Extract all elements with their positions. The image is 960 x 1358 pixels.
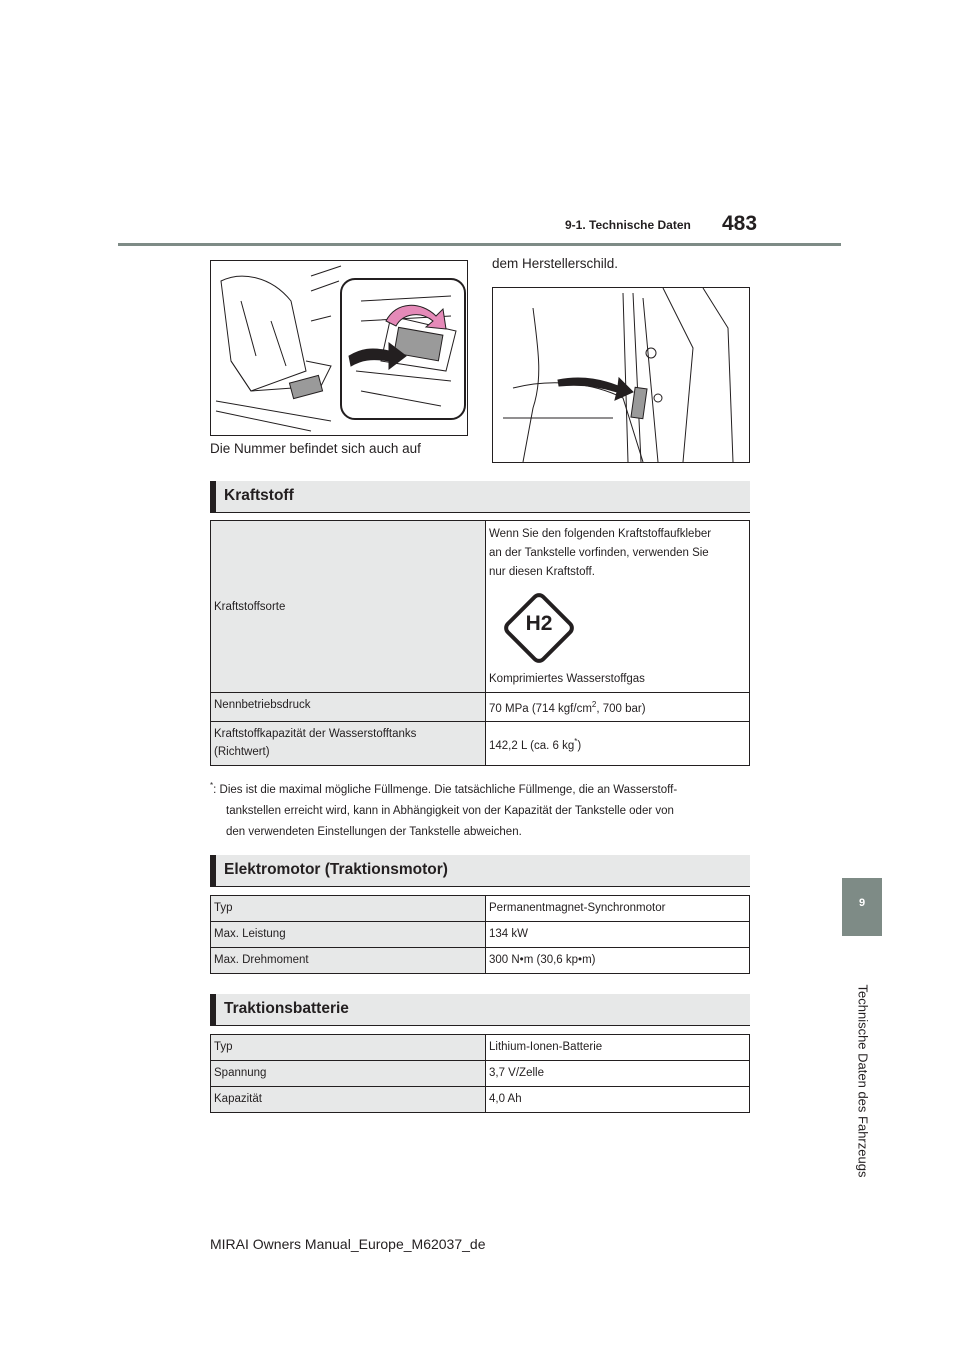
motor-table: [210, 895, 750, 974]
pressure-value: 70 MPa (714 kgf/cm: [489, 702, 592, 715]
footnote-line: : Dies ist die maximal mögliche Füllmenge. Die tatsächliche Füllmenge, die an Wasserstoff-: [213, 783, 678, 796]
table-row: [211, 521, 750, 693]
table-row: [211, 1035, 750, 1061]
footer-text: MIRAI Owners Manual_Europe_M62037_de: [210, 1236, 486, 1252]
h2-text: H2: [525, 612, 553, 635]
table-key: Kraftstoffsorte: [211, 521, 486, 693]
caption-left: Die Nummer befindet sich auch auf: [210, 441, 421, 456]
section-title: Elektromotor (Traktionsmotor): [224, 861, 448, 878]
table-key: Max. Leistung: [211, 922, 486, 948]
table-value: Lithium-Ionen-Batterie: [486, 1035, 750, 1061]
section-header-motor: [210, 855, 750, 887]
fuel-note-line: Wenn Sie den folgenden Kraftstoffaufkleber: [489, 528, 712, 540]
section-bar: [210, 855, 216, 886]
table-key: Typ: [211, 896, 486, 922]
table-value: [486, 722, 750, 766]
fuel-note-line: an der Tankstelle vorfinden, verwenden Sie: [489, 547, 709, 559]
table-row: [211, 948, 750, 974]
table-value: [486, 693, 750, 722]
page-number: 483: [722, 212, 758, 235]
capacity-key-line: Kraftstoffkapazität der Wasserstofftanks: [214, 728, 417, 740]
chapter-title: Technische Daten des Fahrzeugs: [855, 984, 871, 1178]
table-value: 4,0 Ah: [486, 1087, 750, 1113]
page-section-title: 9-1. Technische Daten: [565, 218, 691, 232]
table-value: 3,7 V/Zelle: [486, 1061, 750, 1087]
section-bar: [210, 481, 216, 512]
table-key: [211, 722, 486, 766]
caption-right: dem Herstellerschild.: [492, 256, 619, 271]
door-pillar-label-illustration: [492, 287, 750, 463]
section-header-battery: [210, 994, 750, 1026]
fuel-note-line: nur diesen Kraftstoff.: [489, 566, 595, 578]
footnote-line: den verwendeten Einstellungen der Tankstelle abweichen.: [226, 825, 522, 838]
h2-fuel-label: [499, 588, 579, 668]
table-row: [211, 722, 750, 766]
section-title: Kraftstoff: [224, 487, 294, 504]
table-value: [486, 521, 750, 693]
table-row: [211, 1087, 750, 1113]
table-key: Nennbetriebsdruck: [211, 693, 486, 722]
table-row: [211, 922, 750, 948]
table-row: [211, 693, 750, 722]
table-value: 134 kW: [486, 922, 750, 948]
fuel-table: [210, 520, 750, 766]
table-value: 300 N•m (30,6 kp•m): [486, 948, 750, 974]
section-title: Traktionsbatterie: [224, 1000, 349, 1017]
table-value: Permanentmagnet-Synchronmotor: [486, 896, 750, 922]
table-key: Kapazität: [211, 1087, 486, 1113]
footnote-line: tankstellen erreicht wird, kann in Abhängigkeit von der Kapazität der Tankstelle oder von: [226, 804, 674, 817]
superscript: 2: [591, 700, 597, 710]
seat-vin-illustration: [210, 260, 468, 436]
footnote-mark: *: [210, 781, 214, 790]
section-header-kraftstoff: [210, 481, 750, 513]
battery-table: [210, 1034, 750, 1113]
fuel-subtitle: Komprimiertes Wasserstoffgas: [489, 673, 645, 685]
footnote: [210, 775, 750, 843]
header-rule: [118, 243, 841, 246]
capacity-key-line: (Richtwert): [214, 746, 270, 758]
pressure-value-tail: , 700 bar): [596, 702, 646, 715]
chapter-number: 9: [858, 897, 866, 909]
table-row: [211, 896, 750, 922]
table-row: [211, 1061, 750, 1087]
capacity-value: 142,2 L (ca. 6 kg: [489, 739, 575, 752]
section-bar: [210, 994, 216, 1025]
table-key: Spannung: [211, 1061, 486, 1087]
footnote-ref: *: [574, 736, 578, 746]
table-key: Typ: [211, 1035, 486, 1061]
capacity-value-tail: ): [577, 739, 582, 752]
table-key: Max. Drehmoment: [211, 948, 486, 974]
